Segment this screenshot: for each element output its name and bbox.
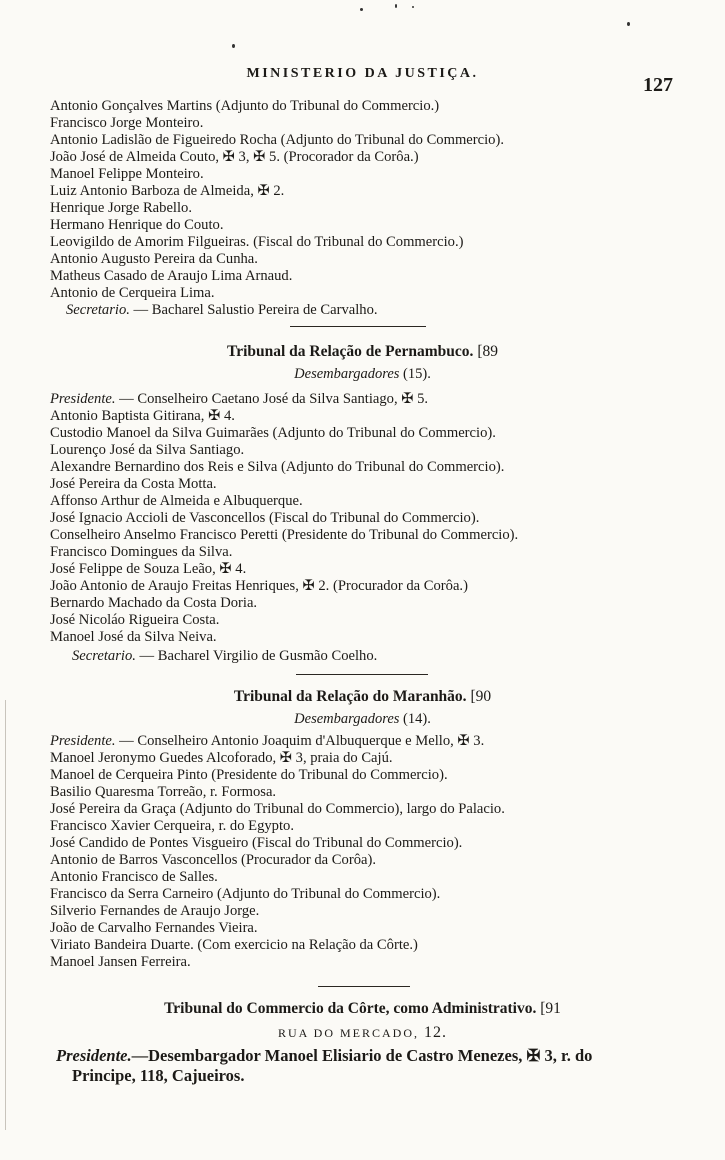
list-item: Leovigildo de Amorim Filgueiras. (Fiscal do Tribunal do Commercio.) [50,234,464,250]
section-divider [296,674,428,675]
section-code: [91 [540,1000,561,1017]
list-item: Luiz Antonio Barboza de Almeida, ✠ 2. [50,183,285,199]
list-item: José Pereira da Costa Motta. [50,476,217,492]
secretary-name: — Bacharel Salustio Pereira de Carvalho. [129,302,378,318]
list-item: Francisco Xavier Cerqueira, r. do Egypto. [50,818,294,834]
president-name: —Desembargador Manoel Elisiario de Castro Menezes, ✠ 3, r. do [131,1046,593,1065]
list-item: José Ignacio Accioli de Vasconcellos (Fiscal do Tribunal do Commercio). [50,510,480,526]
president-name: — Conselheiro Antonio Joaquim d'Albuquerque e Mello, ✠ 3. [115,733,485,749]
running-header: MINISTERIO DA JUSTIÇA. [246,66,479,81]
list-item: José Felippe de Souza Leão, ✠ 4. [50,561,247,577]
president-label: Presidente. [50,733,116,749]
heading-text: Tribunal da Relação de Pernambuco. [227,343,474,360]
list-item: Lourenço José da Silva Santiago. [50,442,245,458]
list-item: Antonio Baptista Gitirana, ✠ 4. [50,408,235,424]
list-item: Antonio de Cerqueira Lima. [50,285,215,301]
list-item: Manoel Felippe Monteiro. [50,166,204,182]
section-heading-pernambuco [0,343,725,361]
subheading-desembargadores [0,366,725,383]
subheading-text: Desembargadores [294,366,400,382]
scan-speck [232,44,235,48]
secretary-name: — Bacharel Virgilio de Gusmão Coelho. [135,648,378,664]
list-item: João José de Almeida Couto, ✠ 3, ✠ 5. (Procorador da Corôa.) [50,149,419,165]
list-item: João Antonio de Araujo Freitas Henriques, ✠ 2. (Procurador da Corôa.) [50,578,468,594]
scan-speck [412,6,414,8]
street-number: 12. [424,1024,447,1041]
page-edge-mark [5,700,6,1130]
scan-speck [360,8,363,11]
list-item: Manoel José da Silva Neiva. [50,629,217,645]
street-name: RUA DO MERCADO, [277,1026,419,1040]
secretary-label: Secretario. [72,648,136,664]
list-item: José Pereira da Graça (Adjunto do Tribunal do Commercio), largo do Palacio. [50,801,505,817]
list-item: Alexandre Bernardino dos Reis e Silva (Adjunto do Tribunal do Commercio). [50,459,505,475]
section-code: [89 [477,343,498,360]
list-item: Viriato Bandeira Duarte. (Com exercicio na Relação da Côrte.) [50,937,418,953]
heading-text: Tribunal da Relação do Maranhão. [233,688,467,705]
list-item: Basilio Quaresma Torreão, r. Formosa. [50,784,277,800]
list-item: Antonio de Barros Vasconcellos (Procurador da Corôa). [50,852,376,868]
member-count: (15). [403,366,431,382]
member-count: (14). [403,711,431,727]
president-name: — Conselheiro Caetano José da Silva Santiago, ✠ 5. [115,391,429,407]
list-item: Francisco Domingues da Silva. [50,544,233,560]
page-number: 127 [643,74,673,96]
list-item: Manoel de Cerqueira Pinto (Presidente do Tribunal do Commercio). [50,767,448,783]
president-line-continued: Principe, 118, Cajueiros. [72,1066,245,1085]
section-divider [290,326,426,327]
president-label: Presidente. [50,391,116,407]
scan-speck [627,22,630,26]
president-line [50,733,484,750]
secretary-line [66,302,378,319]
list-item: Silverio Fernandes de Araujo Jorge. [50,903,260,919]
section-code: [90 [470,688,492,705]
list-item: Francisco Jorge Monteiro. [50,115,204,131]
president-line [56,1046,592,1066]
list-item: Antonio Francisco de Salles. [50,869,218,885]
list-item: Manoel Jansen Ferreira. [50,954,191,970]
scan-speck [395,4,397,8]
list-item: Antonio Augusto Pereira da Cunha. [50,251,258,267]
list-item: Henrique Jorge Rabello. [50,200,192,216]
subheading-desembargadores [0,711,725,728]
list-item: José Candido de Pontes Visgueiro (Fiscal do Tribunal do Commercio). [50,835,463,851]
list-item: Antonio Gonçalves Martins (Adjunto do Tribunal do Commercio.) [50,98,440,114]
list-item: Matheus Casado de Araujo Lima Arnaud. [50,268,293,284]
address-line [0,1024,725,1042]
president-line [50,391,428,408]
section-heading-maranhao [0,688,725,706]
list-item: Manoel Jeronymo Guedes Alcoforado, ✠ 3, praia do Cajú. [50,750,393,766]
subheading-text: Desembargadores [294,711,400,727]
list-item: José Nicoláo Rigueira Costa. [50,612,220,628]
list-item: Hermano Henrique do Couto. [50,217,224,233]
list-item: João de Carvalho Fernandes Vieira. [50,920,258,936]
section-heading-commercio [0,1000,725,1018]
list-item: Conselheiro Anselmo Francisco Peretti (Presidente do Tribunal do Commercio). [50,527,519,543]
heading-text: Tribunal do Commercio da Côrte, como Administrativo. [164,1000,537,1017]
list-item: Custodio Manoel da Silva Guimarães (Adjunto do Tribunal do Commercio). [50,425,496,441]
secretary-line [72,648,377,665]
secretary-label: Secretario. [66,302,130,318]
president-label: Presidente. [56,1046,132,1065]
list-item: Affonso Arthur de Almeida e Albuquerque. [50,493,303,509]
list-item: Francisco da Serra Carneiro (Adjunto do Tribunal do Commercio). [50,886,441,902]
list-item: Bernardo Machado da Costa Doria. [50,595,258,611]
list-item: Antonio Ladislão de Figueiredo Rocha (Adjunto do Tribunal do Commercio). [50,132,504,148]
section-divider [318,986,410,987]
